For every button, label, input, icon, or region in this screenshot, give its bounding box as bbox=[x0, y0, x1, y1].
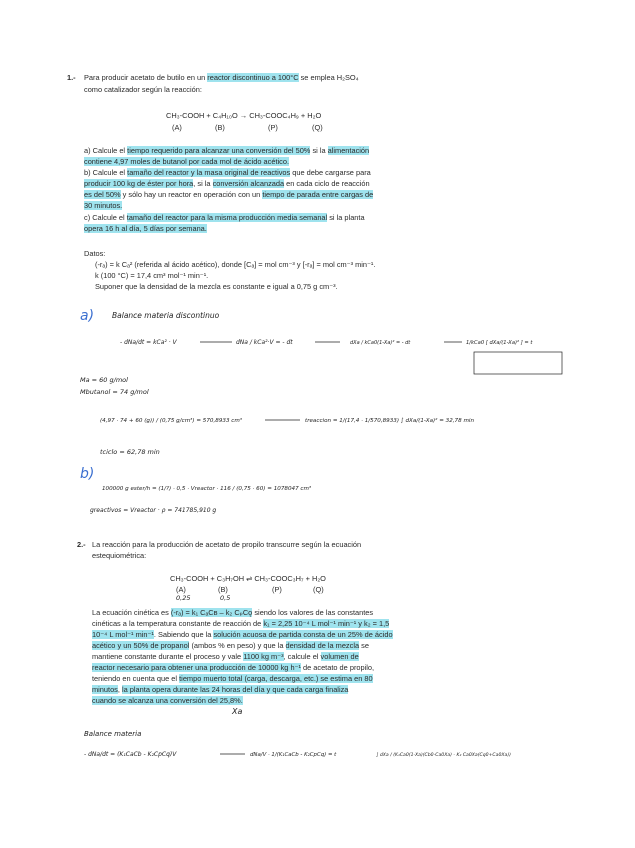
handwritten-solution-1 bbox=[0, 298, 635, 518]
part-b-line3: es del 50% y sólo hay un reactor en operación con un tiempo de parada entre cargas de bbox=[84, 190, 374, 199]
part-a-line2: contiene 4,97 moles de butanol por cada mol de ácido acético. bbox=[84, 157, 290, 166]
balance-2-integral: ∫ dXa / (K₁Ca0(1-Xa)(Cb0-Ca0Xa) - K₂ Ca0Xa(Cq0+Ca0Xa)) bbox=[376, 753, 511, 758]
p2-line5: mantiene constante durante el proceso y vale 1100 kg m⁻³, calcule el volumen de bbox=[92, 652, 359, 661]
hw-xa: Xa bbox=[232, 707, 243, 716]
reaction-time: treaccion = 1/(17,4 · 1/570,8933) ∫ dXa/(1-Xa)² = 32,78 min bbox=[305, 418, 475, 424]
hw-fraction-a: 0,25 bbox=[176, 594, 191, 602]
reaction-1-label-q: (Q) bbox=[312, 123, 323, 132]
mass-reactants: greactivos = Vreactor · ρ = 741785,910 g bbox=[90, 507, 217, 514]
volume-calc: (4,97 · 74 + 60 (g)) / (0,75 g/cm³) = 570,8933 cm³ bbox=[100, 418, 243, 424]
p2-line7: teniendo en cuenta que el tiempo muerto total (carga, descarga, etc.) se estima en 80 bbox=[92, 674, 373, 683]
result-box bbox=[474, 352, 562, 374]
production-eq: 100000 g ester/h = (1/?) · 0,5 · Vreactor · 116 / (0,75 · 60) = 1078047 cm³ bbox=[102, 486, 312, 492]
datos-line2: k (100 °C) = 17,4 cm³ mol⁻¹ min⁻¹. bbox=[95, 271, 209, 280]
molar-mass-butanol: Mbutanol = 74 g/mol bbox=[80, 388, 149, 396]
part-b-line1: b) Calcule el tamaño del reactor y la masa original de reactivos que debe cargarse para bbox=[84, 168, 371, 177]
part-c-line2: opera 16 h al día, 5 días por semana. bbox=[84, 224, 207, 233]
reaction-2-label-a: (A) bbox=[176, 585, 186, 594]
p2-line8: minutos, la planta opera durante las 24 horas del día y que cada carga finaliza bbox=[92, 685, 349, 694]
datos-line3: Suponer que la densidad de la mezcla es constante e igual a 0,75 g cm⁻³. bbox=[95, 282, 338, 291]
arrow-1-result: dNa / kCa²·V = - dt bbox=[236, 339, 293, 346]
balance-2-arrow-result: dNa/V · 1/(K₁CaCb - K₂CpCq) = t bbox=[250, 752, 337, 758]
part-a-line1: a) Calcule el tiempo requerido para alcanzar una conversión del 50% si la alimentación bbox=[84, 146, 370, 155]
reaction-2-label-q: (Q) bbox=[313, 585, 324, 594]
p2-line2: cinéticas a la temperatura constante de reacción de k₁ = 2,25 10⁻⁴ L mol⁻¹ min⁻¹ y k₂ = 1,5 bbox=[92, 619, 390, 628]
integral-1: dXa / kCa0(1-Xa)² = - dt bbox=[350, 340, 411, 346]
handwritten-solution-2 bbox=[0, 722, 635, 782]
part-b-line4: 30 minutos. bbox=[84, 201, 123, 210]
problem-1-number: 1.- bbox=[67, 73, 76, 82]
problem-1-intro-line1: Para producir acetato de butilo en un reactor discontinuo a 100°C se emplea H₂SO₄ bbox=[84, 73, 359, 82]
hw-fraction-b: 0,5 bbox=[220, 594, 231, 602]
datos-line1: (-rₐ) = k Cₐ² (referida al ácido acético), donde [Cₐ] = mol cm⁻³ y [-rₐ] = mol cm⁻³ min⁻¹. bbox=[95, 260, 376, 269]
p2-line1: La ecuación cinética es (-rₐ) = k₁ CₐCʙ – k₂ CₚCǫ siendo los valores de las constantes bbox=[92, 608, 374, 617]
integral-1-result: 1/kCa0 [ dXa/(1-Xa)² ] = t bbox=[466, 340, 533, 346]
problem-1-intro-line2: como catalizador según la reacción: bbox=[84, 85, 202, 94]
reaction-1-label-p: (P) bbox=[268, 123, 278, 132]
reaction-1-label-a: (A) bbox=[172, 123, 182, 132]
balance-title: Balance materia discontinuo bbox=[112, 311, 220, 320]
balance-2-title: Balance materia bbox=[84, 730, 142, 738]
reaction-2-label-b: (B) bbox=[218, 585, 228, 594]
balance-lhs: - dNa/dt = kCa² · V bbox=[120, 339, 177, 346]
p2-line9: cuando se alcanza una conversión del 25,8%. bbox=[92, 696, 243, 705]
reaction-1-label-b: (B) bbox=[215, 123, 225, 132]
part-a-label: a) bbox=[80, 308, 95, 324]
cycle-time: tciclo = 62,78 min bbox=[100, 448, 160, 456]
part-b-line2: producir 100 kg de éster por hora, si la conversión alcanzada en cada ciclo de reacción bbox=[84, 179, 370, 188]
problem-2-number: 2.- bbox=[77, 540, 86, 549]
reaction-1-equation: CH₃-COOH + C₄H₁₀O → CH₃-COOC₄H₉ + H₂O bbox=[166, 111, 322, 120]
balance-2-eq: - dNa/dt = (K₁CaCb - K₂CpCq)V bbox=[84, 751, 177, 758]
molar-mass-a: Ma = 60 g/mol bbox=[80, 376, 128, 384]
p2-line4: acético y un 50% de propanol (ambos % en peso) y que la densidad de la mezcla se bbox=[92, 641, 369, 650]
problem-2-intro-line1: La reacción para la producción de acetato de propilo transcurre según la ecuación bbox=[92, 540, 362, 549]
reaction-2-equation: CH₃-COOH + C₃H₇OH ⇌ CH₃-COOC₃H₇ + H₂O bbox=[170, 574, 326, 583]
part-b-label: b) bbox=[80, 466, 95, 482]
highlight: reactor discontinuo a 100°C bbox=[207, 73, 299, 82]
datos-title: Datos: bbox=[84, 249, 106, 258]
part-c-line1: c) Calcule el tamaño del reactor para la misma producción media semanal si la planta bbox=[84, 213, 365, 222]
p2-line3: 10⁻⁴ L mol⁻¹ min⁻¹. Sabiendo que la solución acuosa de partida consta de un 25% de ácido bbox=[92, 630, 393, 639]
p2-line6: reactor necesario para obtener una producción de 10000 kg h⁻¹ de acetato de propilo, bbox=[92, 663, 375, 672]
reaction-2-label-p: (P) bbox=[272, 585, 282, 594]
problem-2-intro-line2: estequiométrica: bbox=[92, 551, 147, 560]
